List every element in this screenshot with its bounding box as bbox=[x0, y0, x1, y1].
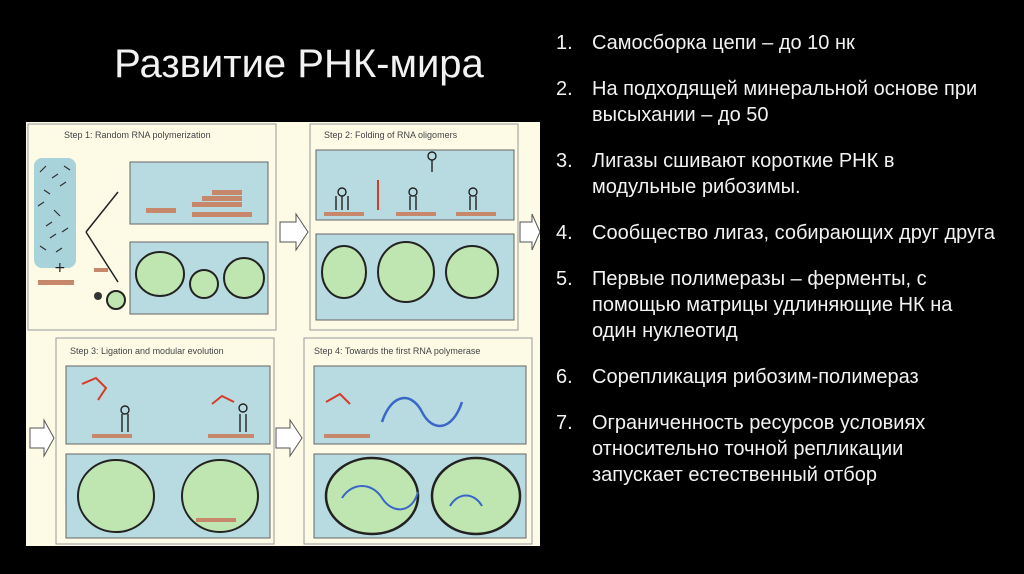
step2-label: Step 2: Folding of RNA oligomers bbox=[324, 130, 458, 140]
step1-panel bbox=[28, 124, 276, 330]
step4-panel bbox=[304, 338, 532, 544]
plus-sign: + bbox=[54, 260, 66, 276]
folding-box bbox=[316, 150, 514, 220]
step3-panel bbox=[56, 338, 274, 544]
vesicle bbox=[326, 458, 418, 534]
step4-label: Step 4: Towards the first RNA polymerase bbox=[314, 346, 481, 356]
solution-column bbox=[34, 158, 76, 268]
list-item bbox=[556, 364, 996, 390]
list-item bbox=[556, 148, 996, 200]
rna-world-diagram bbox=[26, 122, 540, 546]
vesicle bbox=[190, 270, 218, 298]
item-number: 7. bbox=[556, 412, 573, 434]
list-item bbox=[556, 76, 996, 128]
mineral-strip bbox=[38, 280, 74, 285]
vesicle bbox=[224, 258, 264, 298]
vesicle bbox=[432, 458, 520, 534]
polymerase-box bbox=[314, 366, 526, 444]
item-text: Сорепликация рибозим-полимераз bbox=[592, 366, 919, 388]
item-text: Первые полимеразы – ферменты, с помощью матрицы удлиняющие НК на один нуклеотид bbox=[592, 268, 953, 342]
item-text: Сообщество лигаз, собирающих друг друга bbox=[592, 222, 995, 244]
rna-world-figure bbox=[26, 122, 540, 546]
item-number: 3. bbox=[556, 150, 573, 172]
item-text: Лигазы сшивают короткие РНК в модульные рибозимы. bbox=[592, 150, 895, 198]
item-text: Самосборка цепи – до 10 нк bbox=[592, 32, 855, 54]
vesicle bbox=[446, 246, 498, 298]
item-number: 2. bbox=[556, 78, 573, 100]
item-number: 6. bbox=[556, 366, 573, 388]
flow-arrow bbox=[280, 214, 308, 250]
item-text: На подходящей минеральной основе при высыхании – до 50 bbox=[592, 78, 978, 126]
list-item bbox=[556, 410, 996, 488]
list-item bbox=[556, 30, 996, 56]
slide-title: Развитие РНК-мира bbox=[114, 42, 484, 86]
item-number: 5. bbox=[556, 268, 573, 290]
vesicle bbox=[378, 242, 434, 302]
item-number: 1. bbox=[556, 32, 573, 54]
vesicle bbox=[78, 460, 154, 532]
points-list bbox=[556, 30, 996, 508]
step3-label: Step 3: Ligation and modular evolution bbox=[70, 346, 224, 356]
vesicle bbox=[107, 291, 125, 309]
list-item bbox=[556, 266, 996, 344]
vesicle bbox=[136, 252, 184, 296]
vesicle bbox=[322, 246, 366, 298]
item-number: 4. bbox=[556, 222, 573, 244]
step1-label: Step 1: Random RNA polymerization bbox=[64, 130, 211, 140]
item-text: Ограниченность ресурсов условиях относительно точной репликации запускает естественный отбор bbox=[592, 412, 926, 486]
list-item bbox=[556, 220, 996, 246]
step2-panel bbox=[310, 124, 518, 330]
